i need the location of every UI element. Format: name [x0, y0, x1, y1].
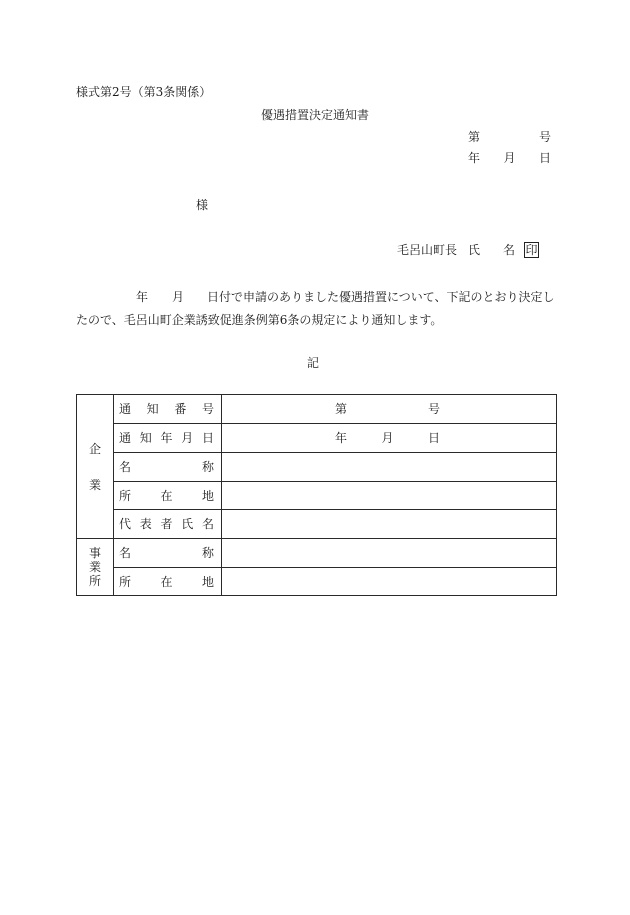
issue-date-month: 月	[503, 151, 516, 165]
group-cell-office	[77, 539, 114, 596]
notice-number-prefix: 第	[335, 402, 348, 416]
row-value-office-name	[222, 539, 557, 568]
row-label-notice-number: 通知番号	[114, 395, 222, 424]
notice-number-suffix: 号	[427, 402, 440, 416]
table-row	[77, 424, 557, 453]
row-label-company-address: 所在地	[114, 482, 222, 510]
table-row	[77, 568, 557, 596]
table-row	[77, 539, 557, 568]
sender-title: 毛呂山町長	[397, 243, 458, 257]
row-value-representative	[222, 510, 557, 539]
document-number	[468, 129, 551, 145]
document-number-suffix: 号	[538, 130, 551, 144]
table-row	[77, 453, 557, 482]
table-row	[77, 510, 557, 539]
form-number: 様式第2号（第3条関係）	[76, 85, 212, 99]
row-label-office-name: 名称	[114, 539, 222, 568]
row-value-notice-date	[222, 424, 557, 453]
document-title: 優遇措置決定通知書	[260, 108, 369, 122]
row-value-company-name	[222, 453, 557, 482]
table-row	[77, 482, 557, 510]
issue-date-day: 日	[538, 151, 551, 165]
row-value-company-address	[222, 482, 557, 510]
notice-date-day: 日	[427, 431, 440, 445]
notice-number-field	[335, 401, 440, 417]
group-label-office: 事業所	[88, 546, 101, 588]
row-value-office-address	[222, 568, 557, 596]
issue-date	[468, 150, 551, 166]
row-label-representative: 代表者氏名	[114, 510, 222, 539]
record-heading: 記	[307, 356, 320, 370]
recipient-honorific: 様	[196, 198, 209, 212]
sender-name-label-second: 名	[503, 243, 516, 257]
seal-mark: 印	[525, 243, 538, 257]
row-label-notice-date: 通知年月日	[114, 424, 222, 453]
notice-date-month: 月	[381, 431, 394, 445]
notice-date-year: 年	[335, 431, 348, 445]
document-number-prefix: 第	[468, 130, 481, 144]
table-row	[77, 395, 557, 424]
body-date-month: 月	[172, 290, 185, 304]
row-label-company-name: 名称	[114, 453, 222, 482]
issue-date-year: 年	[468, 151, 481, 165]
body-text-first-line: 日付で申請のありました優遇措置について、下記のとおり決定し	[207, 290, 555, 304]
row-value-notice-number	[222, 395, 557, 424]
group-label-company: 企業	[88, 441, 101, 492]
notice-date-field	[335, 430, 440, 446]
group-cell-company	[77, 395, 114, 539]
body-text-second-line: たので、毛呂山町企業誘致促進条例第6条の規定により通知します。	[76, 313, 443, 327]
body-date-year: 年	[136, 290, 149, 304]
sender-name-label-first: 氏	[468, 243, 481, 257]
details-table	[76, 394, 557, 596]
row-label-office-address: 所在地	[114, 568, 222, 596]
